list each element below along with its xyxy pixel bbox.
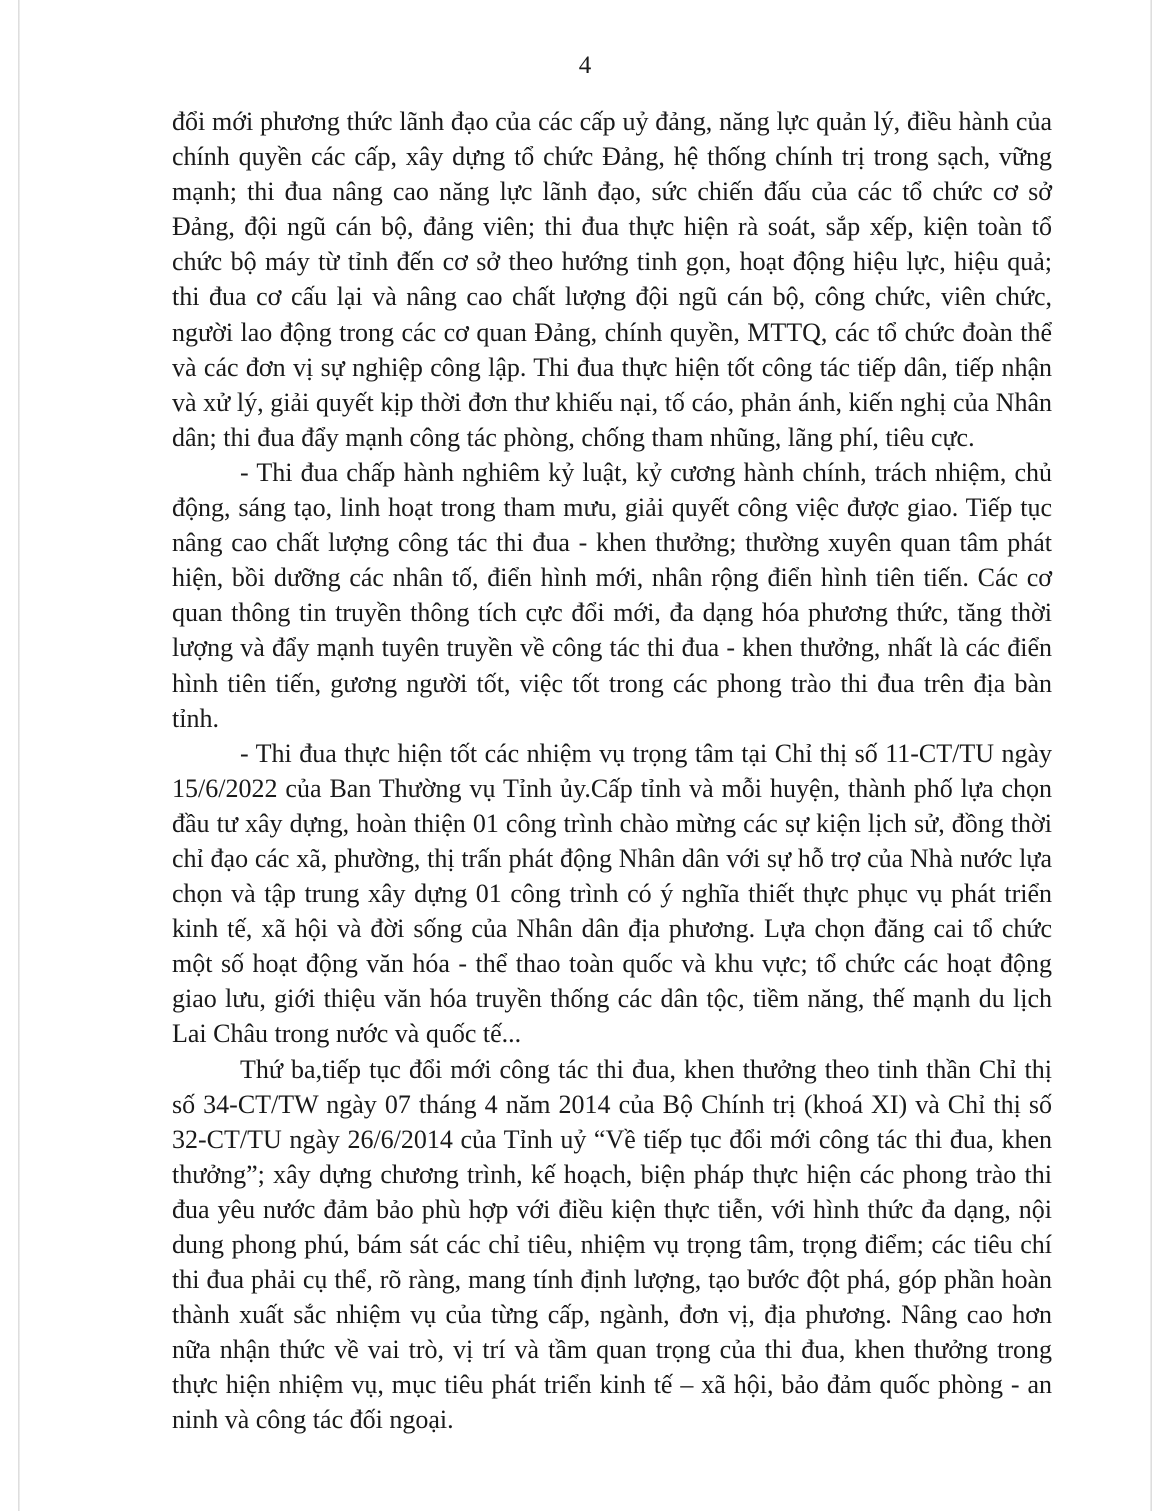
paragraph-party-leadership: đổi mới phương thức lãnh đạo của các cấp uỷ đảng, năng lực quản lý, điều hành của chính quyền các cấp, xây dựng tổ chức Đảng, hệ thống chính trị trong sạch, vững mạnh; thi đua nâng cao năng lực lãnh đạo, sức chiến đấu của các tổ chức cơ sở Đảng, đội ngũ cán bộ, đảng viên; thi đua thực hiện rà soát, sắp xếp, kiện toàn tổ chức bộ máy từ tỉnh đến cơ sở theo hướng tinh gọn, hoạt động hiệu lực, hiệu quả; thi đua cơ cấu lại và nâng cao chất lượng đội ngũ cán bộ, công chức, viên chức, người lao động trong các cơ quan Đảng, chính quyền, MTTQ, các tổ chức đoàn thể và các đơn vị sự nghiệp công lập. Thi đua thực hiện tốt công tác tiếp dân, tiếp nhận và xử lý, giải quyết kịp thời đơn thư khiếu nại, tố cáo, phản ánh, kiến nghị của Nhân dân; thi đua đẩy mạnh công tác phòng, chống tham nhũng, lãng phí, tiêu cực. — [172, 107, 1052, 452]
page-number: 4 — [578, 52, 592, 79]
page-right-edge — [1150, 0, 1152, 1511]
paragraph-administrative-discipline: - Thi đua chấp hành nghiêm kỷ luật, kỷ cương hành chính, trách nhiệm, chủ động, sáng tạo, linh hoạt trong tham mưu, giải quyết công việc được giao. Tiếp tục nâng cao chất lượng công tác thi đua - khen thưởng; thường xuyên quan tâm phát hiện, bồi dưỡng các nhân tố, điển hình mới, nhân rộng điển hình tiên tiến. Các cơ quan thông tin truyền thông tích cực đổi mới, đa dạng hóa phương thức, tăng thời lượng và đẩy mạnh tuyên truyền về công tác thi đua - khen thưởng, nhất là các điển hình tiên tiến, gương người tốt, việc tốt trong các phong trào thi đua trên địa bàn tỉnh. — [172, 457, 1052, 733]
page-left-edge — [18, 0, 20, 1511]
paragraph-third-emulation-reform: Thứ ba,tiếp tục đổi mới công tác thi đua, khen thưởng theo tinh thần Chỉ thị số 34-CT/TW ngày 07 tháng 4 năm 2014 của Bộ Chính trị (khoá XI) và Chỉ thị số 32-CT/TU ngày 26/6/2014 của Tỉnh uỷ “Về tiếp tục đổi mới công tác thi đua, khen thưởng”; xây dựng chương trình, kế hoạch, biện pháp thực hiện các phong trào thi đua yêu nước đảm bảo phù hợp với điều kiện thực tiễn, với hình thức đa dạng, nội dung phong phú, bám sát các chỉ tiêu, nhiệm vụ trọng tâm, trọng điểm; các tiêu chí thi đua phải cụ thể, rõ ràng, mang tính định lượng, tạo bước đột phá, góp phần hoàn thành xuất sắc nhiệm vụ của từng cấp, ngành, đơn vị, địa phương. Nâng cao hơn nữa nhận thức về vai trò, vị trí và tầm quan trọng của thi đua, khen thưởng trong thực hiện nhiệm vụ, mục tiêu phát triển kinh tế – xã hội, bảo đảm quốc phòng - an ninh và công tác đối ngoại. — [172, 1054, 1052, 1435]
paragraph-key-tasks-directive: - Thi đua thực hiện tốt các nhiệm vụ trọng tâm tại Chỉ thị số 11-CT/TU ngày 15/6/2022 của Ban Thường vụ Tỉnh ủy.Cấp tỉnh và mỗi huyện, thành phố lựa chọn đầu tư xây dựng, hoàn thiện 01 công trình chào mừng các sự kiện lịch sử, đồng thời chỉ đạo các xã, phường, thị trấn phát động Nhân dân với sự hỗ trợ của Nhà nước lựa chọn và tập trung xây dựng 01 công trình có ý nghĩa thiết thực phục vụ phát triển kinh tế, xã hội và đời sống của Nhân dân địa phương. Lựa chọn đăng cai tổ chức một số hoạt động văn hóa - thể thao toàn quốc và khu vực; tổ chức các hoạt động giao lưu, giới thiệu văn hóa truyền thống các dân tộc, tiềm năng, thế mạnh du lịch Lai Châu trong nước và quốc tế... — [172, 738, 1052, 1049]
document-body — [172, 104, 1052, 1438]
